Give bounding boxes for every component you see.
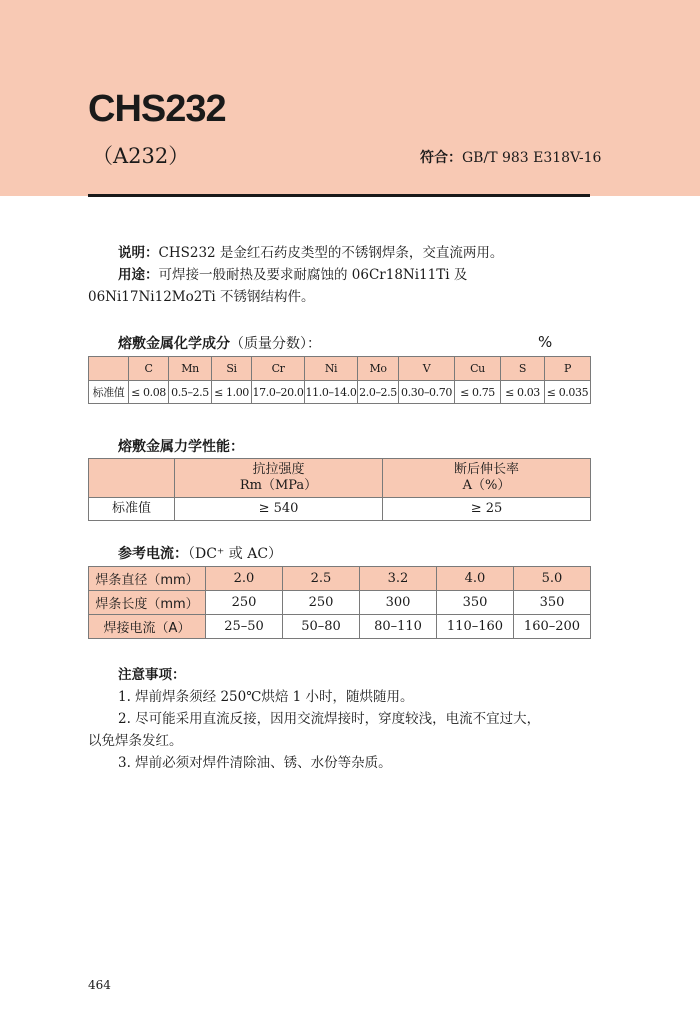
usage-text: 可焊接一般耐热及要求耐腐蚀的 06Cr18Ni11Ti 及 06Ni17Ni12Mo2Ti 不锈钢结构件。 bbox=[88, 267, 468, 305]
current-title: 参考电流： bbox=[118, 546, 188, 562]
table-cell: V bbox=[399, 357, 455, 381]
page-subtitle: （A232） bbox=[92, 144, 190, 168]
chemical-composition-table bbox=[88, 356, 591, 404]
table-cell: ≤ 0.08 bbox=[129, 381, 169, 404]
page-title: CHS232 bbox=[88, 88, 226, 130]
standard-value: GB/T 983 E318V-16 bbox=[462, 150, 602, 166]
description-text: CHS232 是金红石药皮类型的不锈钢焊条，交直流两用。 bbox=[158, 245, 504, 261]
description-paragraph bbox=[88, 242, 592, 264]
notes-title: 注意事项： bbox=[118, 667, 186, 683]
chemical-title-suffix: （质量分数）： bbox=[230, 336, 321, 352]
elongation-label: 断后伸长率 bbox=[453, 462, 519, 477]
table-cell: 0.5–2.5 bbox=[169, 381, 212, 404]
chemical-section-title bbox=[118, 333, 321, 353]
table-cell: 25–50 bbox=[206, 615, 283, 639]
table-cell: S bbox=[501, 357, 545, 381]
table-cell: ≥ 540 bbox=[175, 498, 383, 521]
table-cell: 17.0–20.0 bbox=[252, 381, 305, 404]
table-cell bbox=[383, 459, 591, 498]
table-cell: Mn bbox=[169, 357, 212, 381]
table-cell: 350 bbox=[437, 591, 514, 615]
table-cell: ≤ 0.75 bbox=[455, 381, 501, 404]
header-divider bbox=[88, 194, 590, 197]
table-cell: 110–160 bbox=[437, 615, 514, 639]
note-item: 3. 焊前必须对焊件清除油、锈、水份等杂质。 bbox=[118, 755, 392, 771]
usage-paragraph bbox=[88, 264, 592, 308]
mechanical-section-title: 熔敷金属力学性能： bbox=[118, 439, 244, 455]
page-number: 464 bbox=[88, 978, 111, 992]
table-cell: 焊条长度（mm） bbox=[89, 591, 206, 615]
description-label: 说明： bbox=[118, 245, 159, 261]
current-row bbox=[89, 615, 591, 639]
table-cell: Ni bbox=[305, 357, 358, 381]
table-cell: ≤ 0.03 bbox=[501, 381, 545, 404]
chemical-title: 熔敷金属化学成分 bbox=[118, 336, 230, 352]
table-cell: 2.5 bbox=[283, 567, 360, 591]
table-cell: Cu bbox=[455, 357, 501, 381]
table-cell bbox=[89, 459, 175, 498]
table-cell: 3.2 bbox=[360, 567, 437, 591]
table-cell: 50–80 bbox=[283, 615, 360, 639]
table-cell: 250 bbox=[283, 591, 360, 615]
mechanical-value-row bbox=[89, 498, 591, 521]
table-cell: ≥ 25 bbox=[383, 498, 591, 521]
note-item: 以免焊条发红。 bbox=[88, 733, 183, 749]
elongation-unit: A（%） bbox=[462, 478, 511, 493]
table-cell: Si bbox=[212, 357, 252, 381]
note-item: 2. 尽可能采用直流反接，因用交流焊接时，穿度较浅，电流不宜过大， bbox=[118, 711, 541, 727]
table-cell: Mo bbox=[358, 357, 399, 381]
table-cell: 焊条直径（mm） bbox=[89, 567, 206, 591]
table-cell: 300 bbox=[360, 591, 437, 615]
table-cell: Cr bbox=[252, 357, 305, 381]
table-cell: ≤ 1.00 bbox=[212, 381, 252, 404]
table-cell: 4.0 bbox=[437, 567, 514, 591]
mechanical-properties-table bbox=[88, 458, 591, 521]
table-cell: 焊接电流（A） bbox=[89, 615, 206, 639]
table-cell: 5.0 bbox=[514, 567, 591, 591]
table-cell bbox=[175, 459, 383, 498]
table-cell: 2.0–2.5 bbox=[358, 381, 399, 404]
table-cell: 250 bbox=[206, 591, 283, 615]
tensile-strength-unit: Rm（MPa） bbox=[239, 478, 318, 493]
current-section-title bbox=[118, 543, 282, 563]
length-row bbox=[89, 591, 591, 615]
current-title-suffix: （DC⁺ 或 AC） bbox=[188, 546, 283, 562]
tensile-strength-label: 抗拉强度 bbox=[252, 462, 305, 477]
usage-label: 用途： bbox=[118, 267, 159, 283]
chemical-unit: % bbox=[538, 333, 553, 351]
table-cell: 80–110 bbox=[360, 615, 437, 639]
table-cell: 0.30–0.70 bbox=[399, 381, 455, 404]
table-cell: 160–200 bbox=[514, 615, 591, 639]
table-cell: 11.0–14.0 bbox=[305, 381, 358, 404]
standard-reference bbox=[420, 147, 601, 167]
standard-label: 符合： bbox=[420, 150, 462, 166]
diameter-row bbox=[89, 567, 591, 591]
table-cell: 2.0 bbox=[206, 567, 283, 591]
chemical-value-row bbox=[89, 381, 591, 404]
table-cell: 标准值 bbox=[89, 498, 175, 521]
table-cell bbox=[89, 357, 129, 381]
note-item: 1. 焊前焊条须经 250℃烘焙 1 小时，随烘随用。 bbox=[118, 689, 414, 705]
mechanical-header-row bbox=[89, 459, 591, 498]
table-cell: 标准值 bbox=[89, 381, 129, 404]
reference-current-table bbox=[88, 566, 591, 639]
notes-section bbox=[88, 664, 592, 774]
table-cell: ≤ 0.035 bbox=[545, 381, 591, 404]
table-cell: C bbox=[129, 357, 169, 381]
table-cell: 350 bbox=[514, 591, 591, 615]
table-cell: P bbox=[545, 357, 591, 381]
chemical-header-row bbox=[89, 357, 591, 381]
